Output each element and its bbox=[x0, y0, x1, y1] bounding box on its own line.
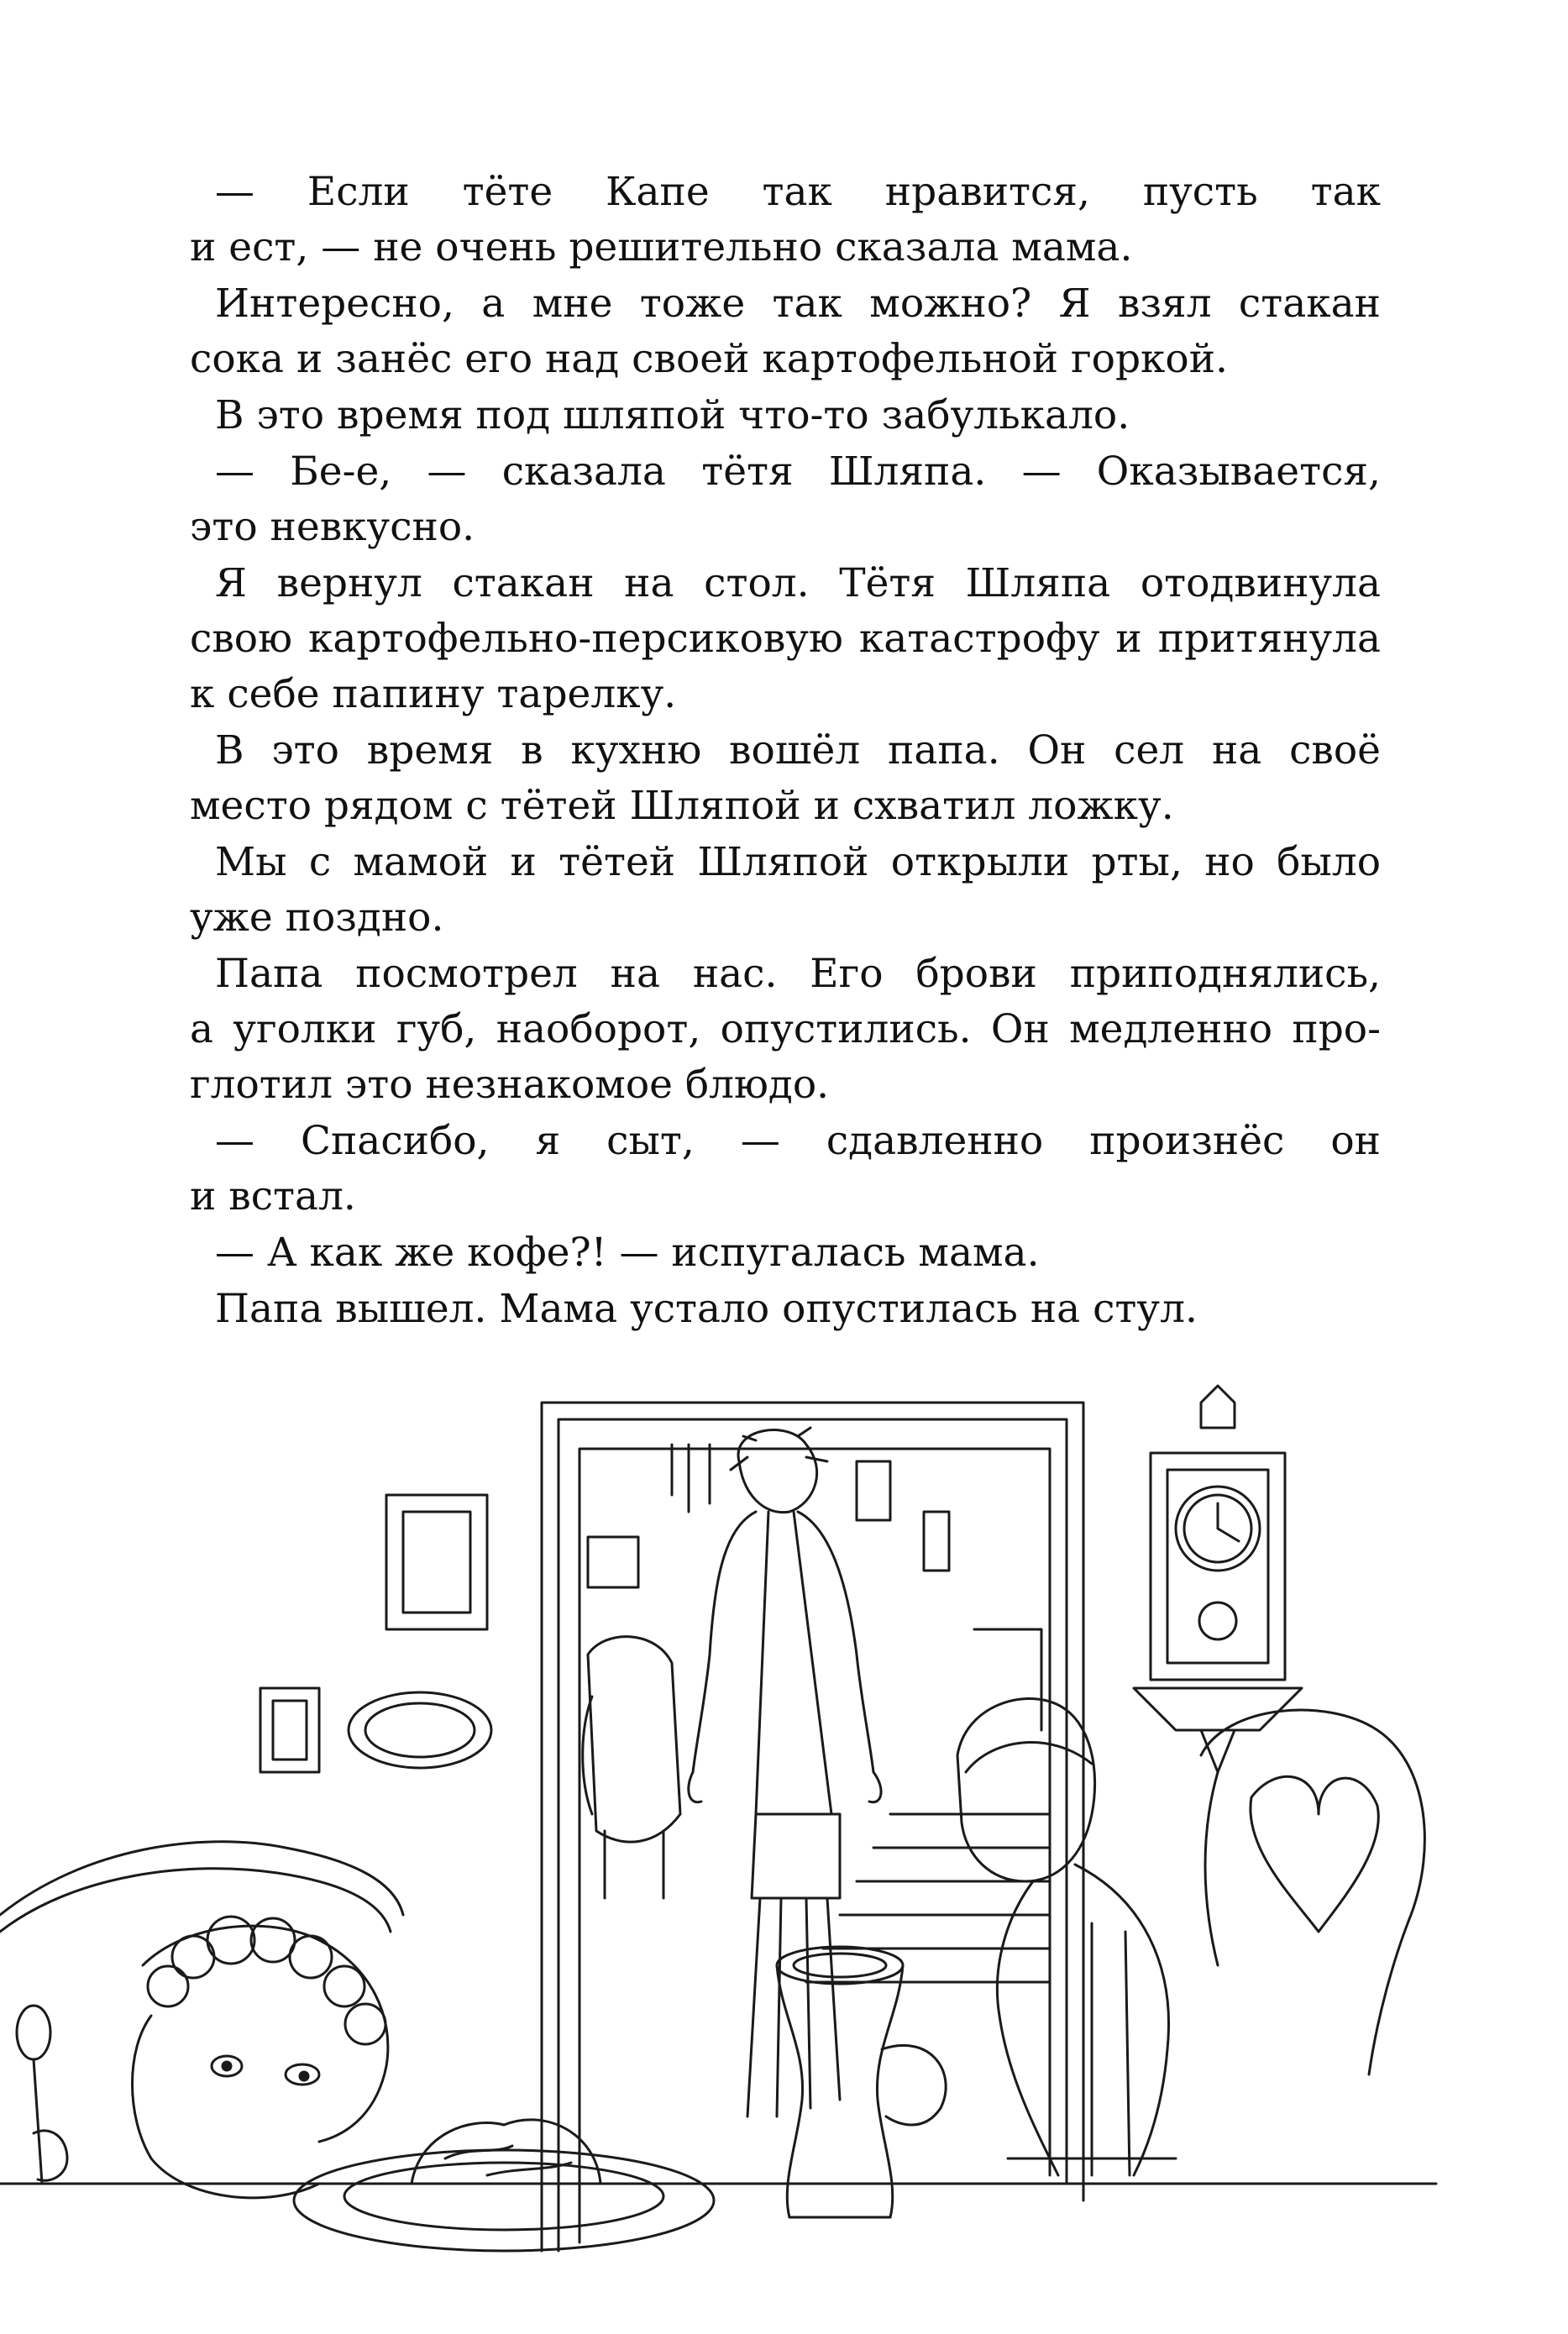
plate bbox=[294, 2120, 714, 2251]
paragraph-8 bbox=[190, 947, 1381, 1113]
paragraph-2 bbox=[190, 276, 1381, 387]
text-line: это невкусно. bbox=[190, 504, 475, 550]
paragraph-10 bbox=[190, 1225, 1381, 1281]
kitchen-scene-illustration bbox=[0, 1377, 1568, 2301]
chair bbox=[1201, 1710, 1424, 2074]
text-line: и встал. bbox=[190, 1173, 356, 1219]
text-line: — Если тёте Капе так нравится, пусть так bbox=[215, 169, 1381, 215]
paragraph-4 bbox=[190, 444, 1381, 555]
text-line: Папа вышел. Мама устало опустилась на стул. bbox=[215, 1286, 1198, 1332]
wall-clock bbox=[1134, 1386, 1302, 1772]
text-line: — Бе-е, — сказала тётя Шляпа. — Оказывается, bbox=[215, 448, 1381, 495]
text-line: Я вернул стакан на стол. Тётя Шляпа отодвинула bbox=[215, 560, 1381, 606]
paragraph-5 bbox=[190, 556, 1381, 722]
text-line: Папа посмотрел на нас. Его брови приподнялись, bbox=[215, 951, 1381, 997]
story-text bbox=[190, 165, 1381, 1338]
text-line: Мы с мамой и тётей Шляпой открыли рты, но было bbox=[215, 839, 1381, 885]
jug bbox=[777, 1947, 946, 2217]
text-line: к себе папину тарелку. bbox=[190, 671, 677, 717]
wall-frames bbox=[260, 1495, 491, 1772]
text-line: сока и занёс его над своей картофельной горкой. bbox=[190, 336, 1228, 382]
text-line: В это время под шляпой что-то забулькало. bbox=[215, 392, 1130, 438]
text-line: — Спасибо, я сыт, — сдавленно произнёс он bbox=[215, 1118, 1381, 1164]
father-figure bbox=[689, 1428, 881, 2116]
text-line: — А как же кофе?! — испугалась мама. bbox=[215, 1230, 1040, 1276]
text-line: и ест, — не очень решительно сказала мама. bbox=[190, 224, 1133, 270]
paragraph-11 bbox=[190, 1282, 1381, 1337]
text-line: глотил это незнакомое блюдо. bbox=[190, 1062, 830, 1108]
paragraph-1 bbox=[190, 165, 1381, 275]
paragraph-3 bbox=[190, 388, 1381, 443]
paragraph-7 bbox=[190, 835, 1381, 946]
paragraph-6 bbox=[190, 723, 1381, 834]
text-line: свою картофельно-персиковую катастрофу и притянула bbox=[190, 616, 1381, 662]
armchair bbox=[583, 1637, 680, 1898]
text-line: В это время в кухню вошёл папа. Он сел на своё bbox=[215, 727, 1381, 774]
text-line: Интересно, а мне тоже так можно? Я взял стакан bbox=[215, 281, 1381, 327]
text-line: место рядом с тётей Шляпой и схватил ложку. bbox=[190, 783, 1174, 829]
doorway bbox=[542, 1403, 1083, 2251]
text-line: уже поздно. bbox=[190, 894, 444, 941]
text-line: а уголки губ, наоборот, опустились. Он медленно про- bbox=[190, 1006, 1381, 1052]
paragraph-9 bbox=[190, 1114, 1381, 1225]
aunt-figure bbox=[0, 1842, 403, 2198]
